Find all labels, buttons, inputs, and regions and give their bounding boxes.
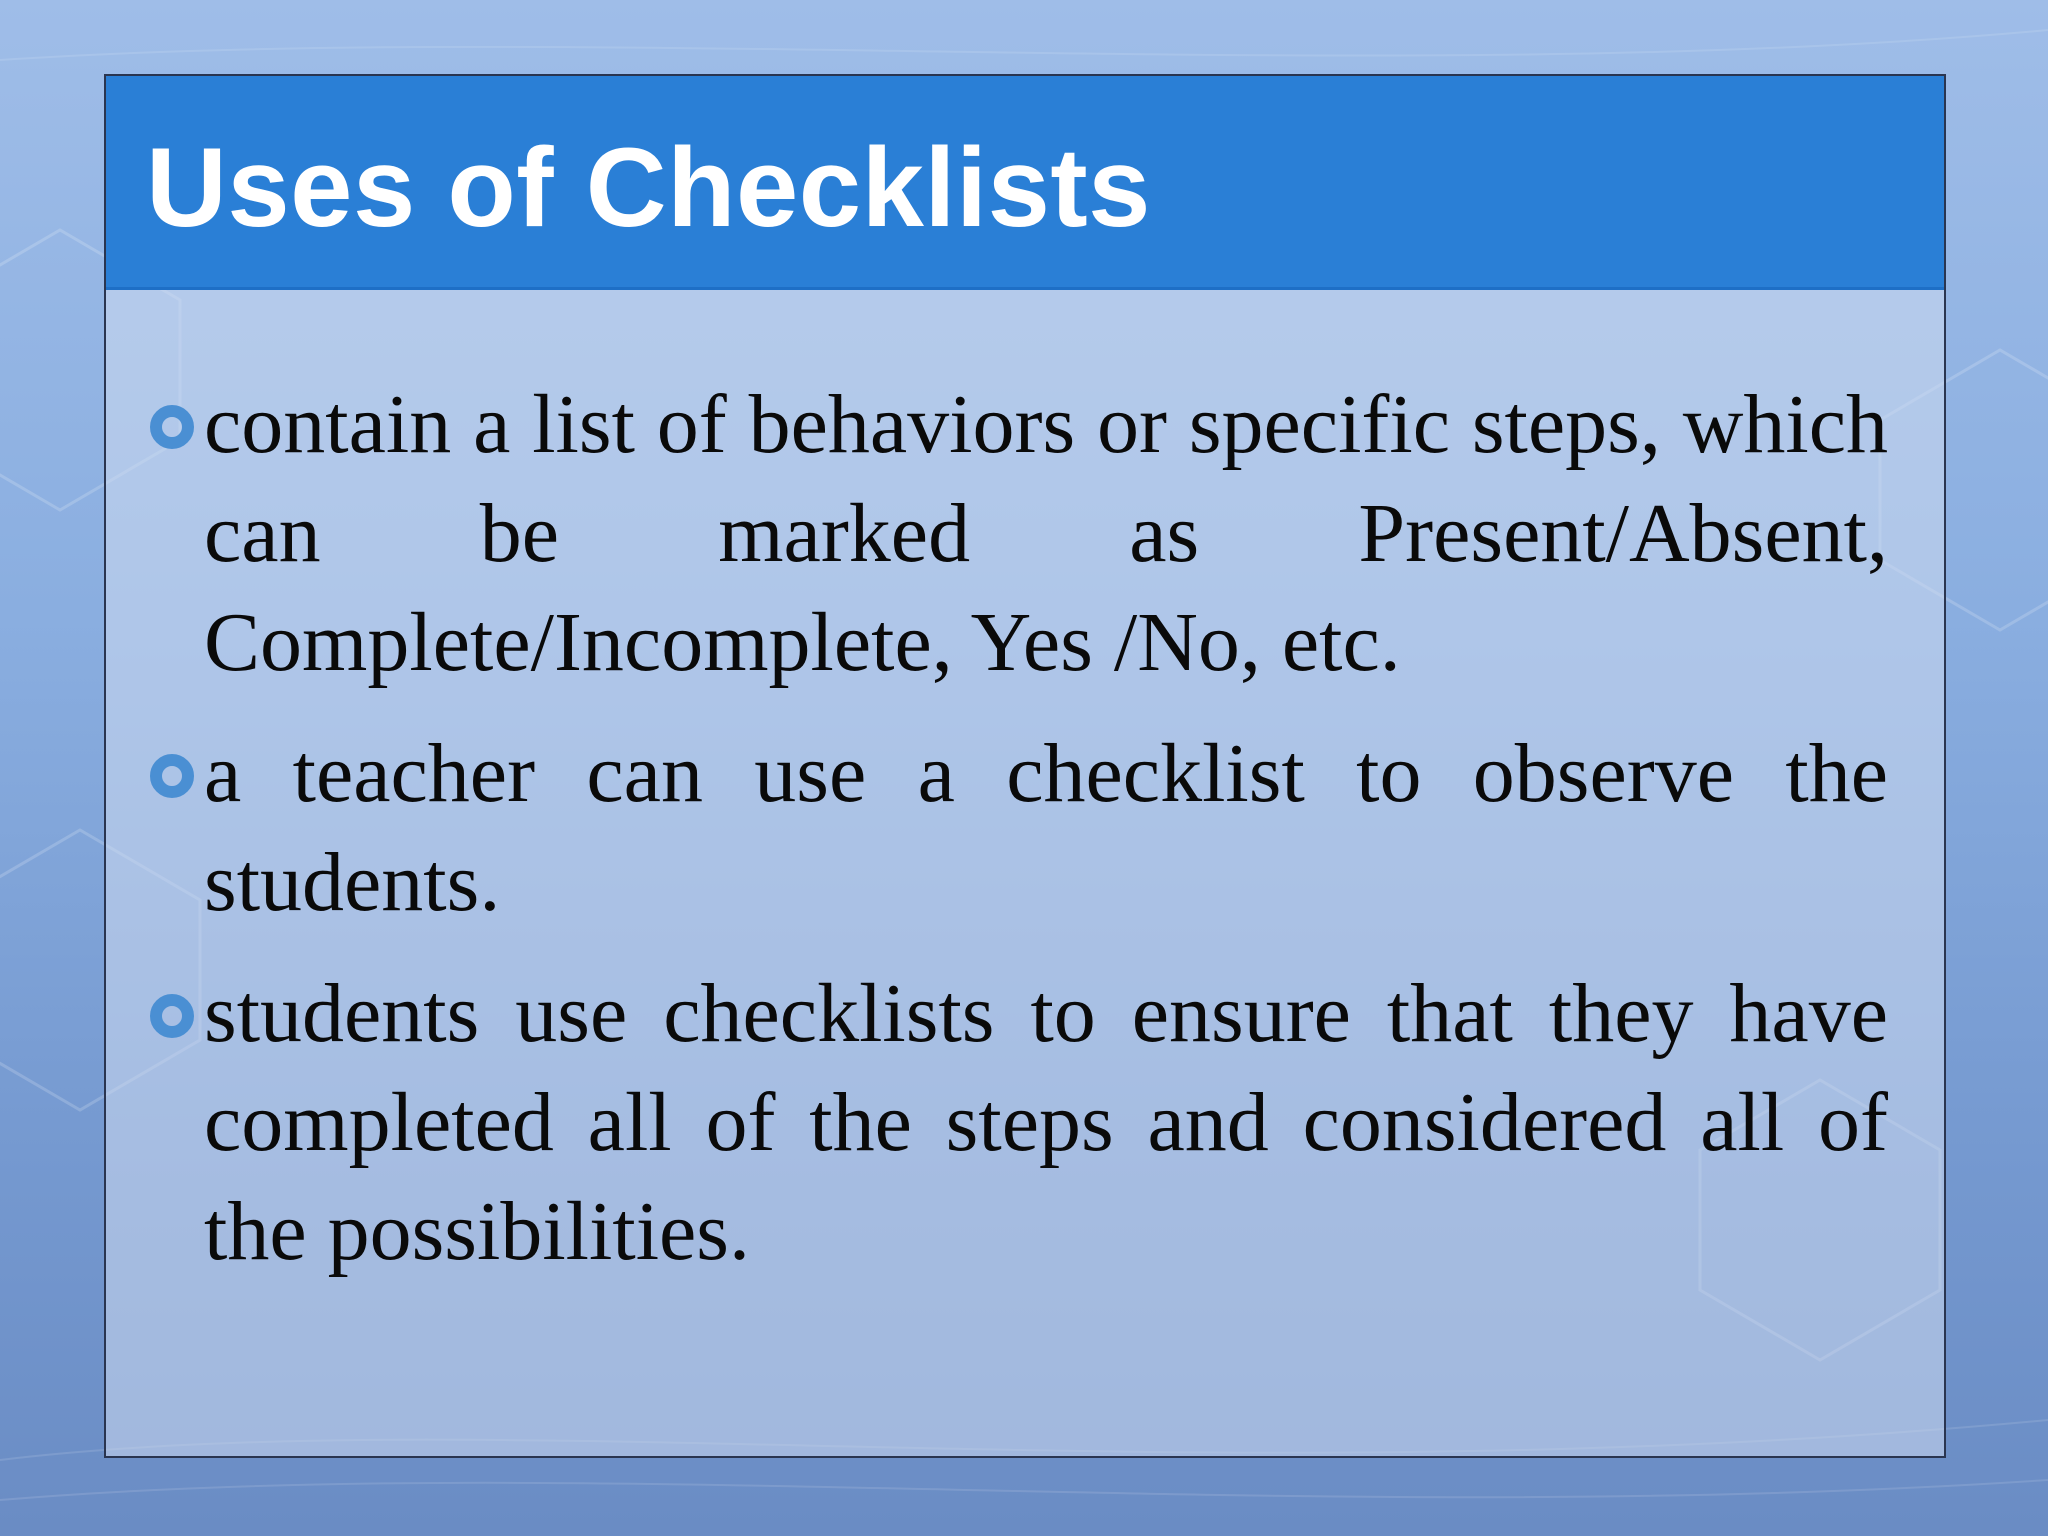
ring-bullet-icon (150, 994, 194, 1038)
bullet-item (146, 959, 1888, 1286)
bullet-text: contain a list of behaviors or specific steps, which can be marked as Present/Absent, Complete/Incomplete, Yes /No, etc. (204, 378, 1888, 689)
slide-title: Uses of Checklists (146, 125, 1151, 250)
ring-bullet-icon (150, 405, 194, 449)
bullet-item (146, 719, 1888, 937)
title-bar (106, 76, 1944, 290)
bullet-list (146, 370, 1888, 1308)
bullet-text: a teacher can use a checklist to observe the students. (204, 727, 1888, 929)
bullet-text: students use checklists to ensure that they have completed all of the steps and considered all of the possibilities. (204, 967, 1888, 1278)
ring-bullet-icon (150, 754, 194, 798)
slide-content-panel (104, 74, 1946, 1458)
bullet-item (146, 370, 1888, 697)
